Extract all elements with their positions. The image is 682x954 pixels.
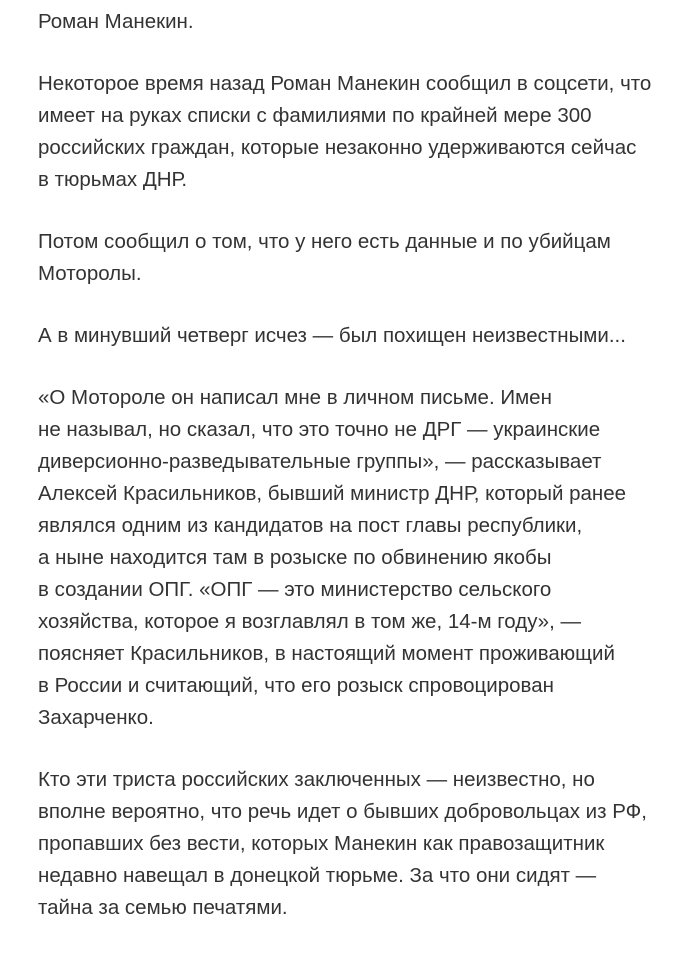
article-body [38,0,678,954]
paragraph-lists-report [38,68,678,196]
paragraph-prisoners [38,764,678,924]
paragraph-disappearance [38,320,678,352]
paragraph-caption [38,0,678,38]
text-line: Некоторое время назад Роман Манекин сообщил в соцсети, что [38,72,652,95]
text-line: а ныне находится там в розыске по обвинению якобы [38,546,552,569]
text-line: российских граждан, которые незаконно удерживаются сейчас [38,136,637,159]
text-line: в создании ОПГ. «ОПГ — это министерство сельского [38,578,552,601]
text-line: Моторолы. [38,262,142,285]
text-line: А в минувший четверг исчез — был похищен неизвестными... [38,324,626,347]
text-line: Роман Манекин. [38,10,194,33]
text-line: тайна за семью печатями. [38,896,288,919]
paragraph-motorola-data [38,226,678,290]
text-line: пропавших без вести, которых Манекин как правозащитник [38,832,605,855]
text-line: в тюрьмах ДНР. [38,168,188,191]
text-line: хозяйства, которое я возглавлял в том же, 14-м году», — [38,610,581,633]
text-line: поясняет Красильников, в настоящий момент проживающий [38,642,615,665]
text-line: Захарченко. [38,706,154,729]
text-line: не называл, но сказал, что это точно не ДРГ — украинские [38,418,601,441]
paragraph-krasilnikov-quote [38,382,678,734]
text-line: являлся одним из кандидатов на пост главы республики, [38,514,583,537]
text-line: «О Мотороле он написал мне в личном письме. Имен [38,386,552,409]
text-line: Алексей Красильников, бывший министр ДНР, который ранее [38,482,627,505]
text-line: в России и считающий, что его розыск спровоцирован [38,674,554,697]
text-line: имеет на руках списки с фамилиями по крайней мере 300 [38,104,592,127]
text-line: Потом сообщил о том, что у него есть данные и по убийцам [38,230,611,253]
text-line: вполне вероятно, что речь идет о бывших добровольцах из РФ, [38,800,647,823]
text-line: диверсионно-разведывательные группы», — рассказывает [38,450,602,473]
text-line: недавно навещал в донецкой тюрьме. За что они сидят — [38,864,597,887]
text-line: Кто эти триста российских заключенных — неизвестно, но [38,768,595,791]
